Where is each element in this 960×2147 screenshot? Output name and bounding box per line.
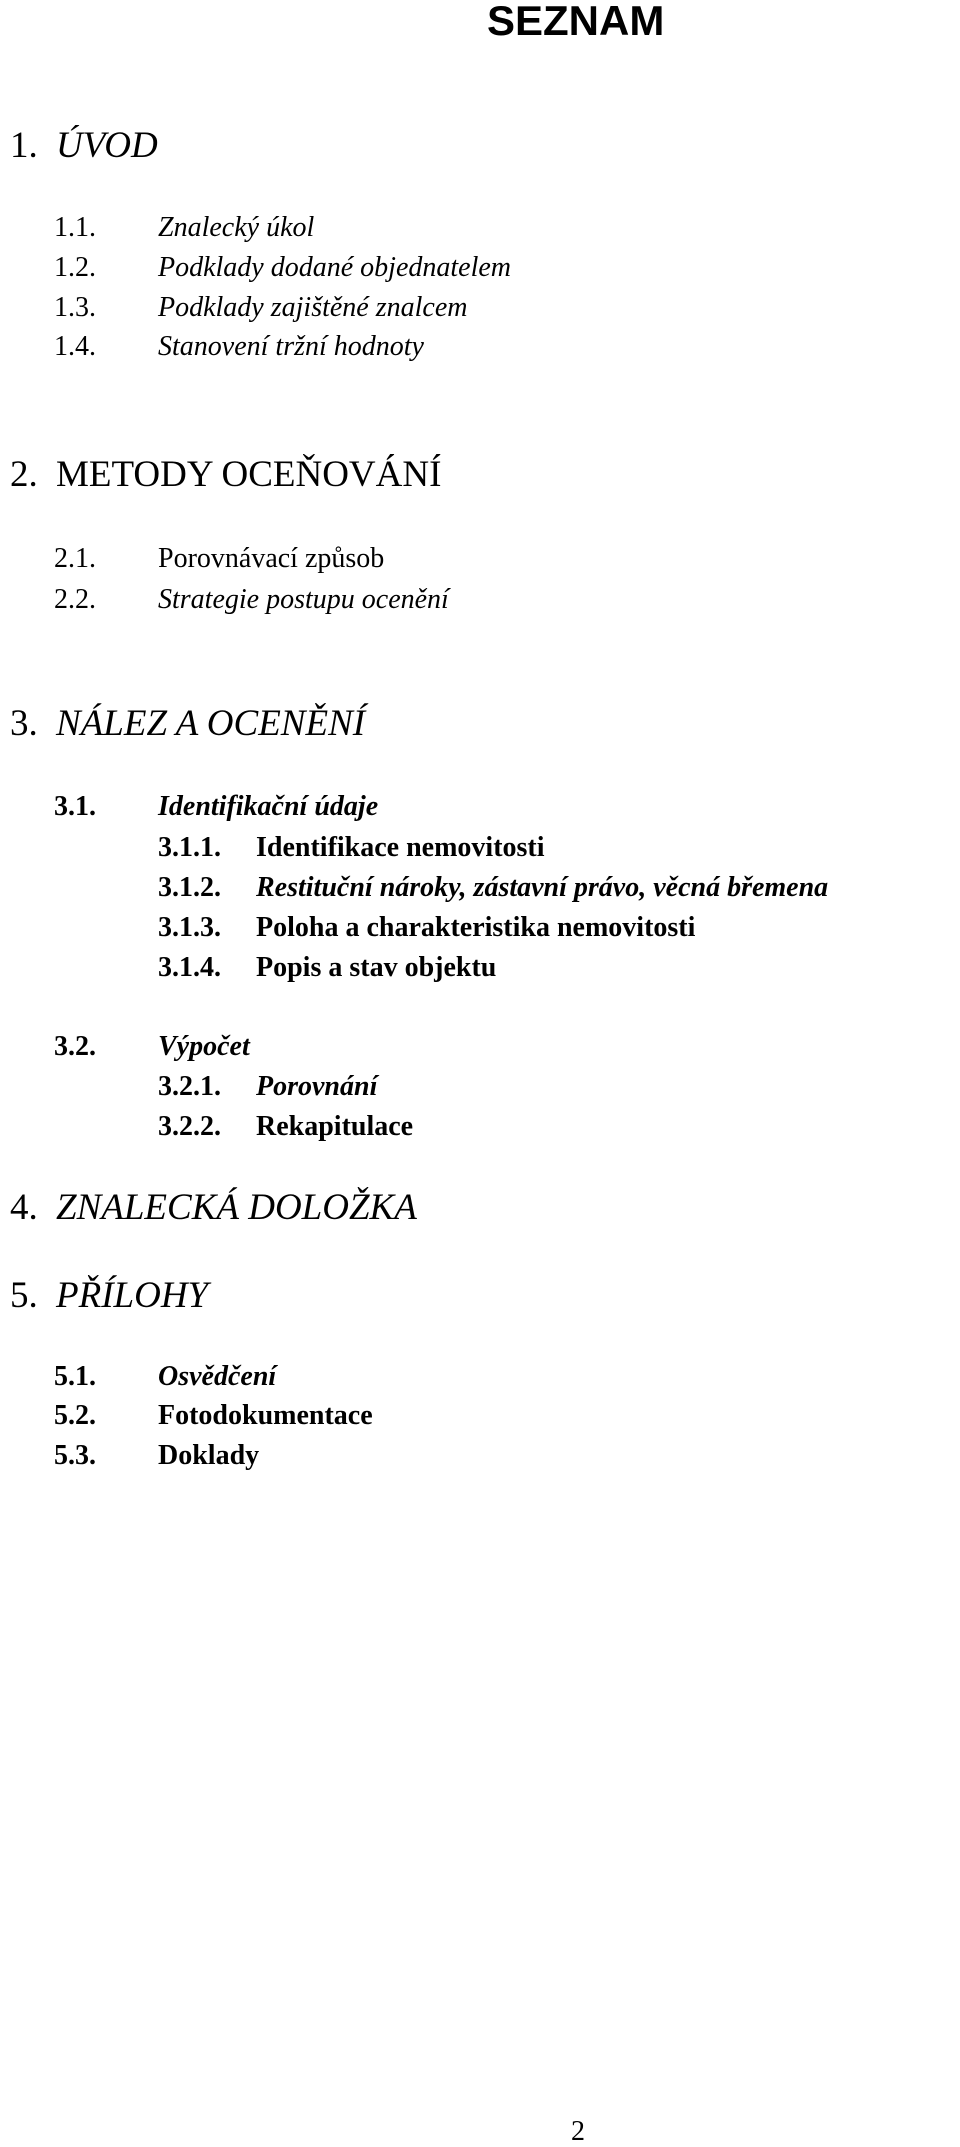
item-3-2-2-number: 3.2.2.	[158, 1111, 221, 1142]
item-1-2-number: 1.2.	[54, 252, 96, 283]
item-1-1-number: 1.1.	[54, 212, 96, 243]
item-5-1-title: Osvědčení	[158, 1361, 277, 1392]
item-2-1-title: Porovnávací způsob	[158, 543, 385, 574]
section-4-title: ZNALECKÁ DOLOŽKA	[56, 1187, 417, 1228]
item-3-1-4-title: Popis a stav objektu	[256, 952, 497, 983]
page-title: SEZNAM	[487, 0, 665, 44]
item-1-4-title: Stanovení tržní hodnoty	[158, 331, 424, 362]
section-1-number: 1.	[10, 125, 38, 166]
item-2-2-title: Strategie postupu ocenění	[158, 584, 449, 615]
section-5-number: 5.	[10, 1275, 38, 1316]
item-3-1-1-number: 3.1.1.	[158, 832, 221, 863]
item-2-1-number: 2.1.	[54, 543, 96, 574]
item-3-1-3-title: Poloha a charakteristika nemovitosti	[256, 912, 696, 943]
section-2-title: METODY OCEŇOVÁNÍ	[56, 454, 442, 495]
section-4-number: 4.	[10, 1187, 38, 1228]
item-5-2-title: Fotodokumentace	[158, 1400, 373, 1431]
item-1-4-number: 1.4.	[54, 331, 96, 362]
item-5-1-number: 5.1.	[54, 1361, 96, 1392]
item-5-3-title: Doklady	[158, 1440, 260, 1471]
item-1-3-title: Podklady zajištěné znalcem	[158, 292, 468, 323]
item-1-3-number: 1.3.	[54, 292, 96, 323]
item-3-1-2-number: 3.1.2.	[158, 872, 221, 903]
item-3-1-4-number: 3.1.4.	[158, 952, 221, 983]
item-3-1-title: Identifikační údaje	[158, 791, 379, 822]
item-3-1-3-number: 3.1.3.	[158, 912, 221, 943]
section-1-title: ÚVOD	[56, 125, 158, 166]
section-5-title: PŘÍLOHY	[56, 1275, 209, 1316]
page-number: 2	[571, 2116, 585, 2147]
item-2-2-number: 2.2.	[54, 584, 96, 615]
item-1-1-title: Znalecký úkol	[158, 212, 315, 243]
section-2-number: 2.	[10, 454, 38, 495]
section-3-number: 3.	[10, 703, 38, 744]
item-3-2-2-title: Rekapitulace	[256, 1111, 414, 1142]
item-5-2-number: 5.2.	[54, 1400, 96, 1431]
item-3-2-1-number: 3.2.1.	[158, 1071, 221, 1102]
item-1-2-title: Podklady dodané objednatelem	[158, 252, 512, 283]
section-3-title: NÁLEZ A OCENĚNÍ	[56, 703, 366, 744]
item-5-3-number: 5.3.	[54, 1440, 96, 1471]
item-3-2-number: 3.2.	[54, 1031, 96, 1062]
item-3-1-number: 3.1.	[54, 791, 96, 822]
item-3-2-title: Výpočet	[158, 1031, 250, 1062]
item-3-2-1-title: Porovnání	[256, 1071, 378, 1102]
item-3-1-2-title: Restituční nároky, zástavní právo, věcná břemena	[256, 872, 829, 903]
item-3-1-1-title: Identifikace nemovitosti	[256, 832, 545, 863]
